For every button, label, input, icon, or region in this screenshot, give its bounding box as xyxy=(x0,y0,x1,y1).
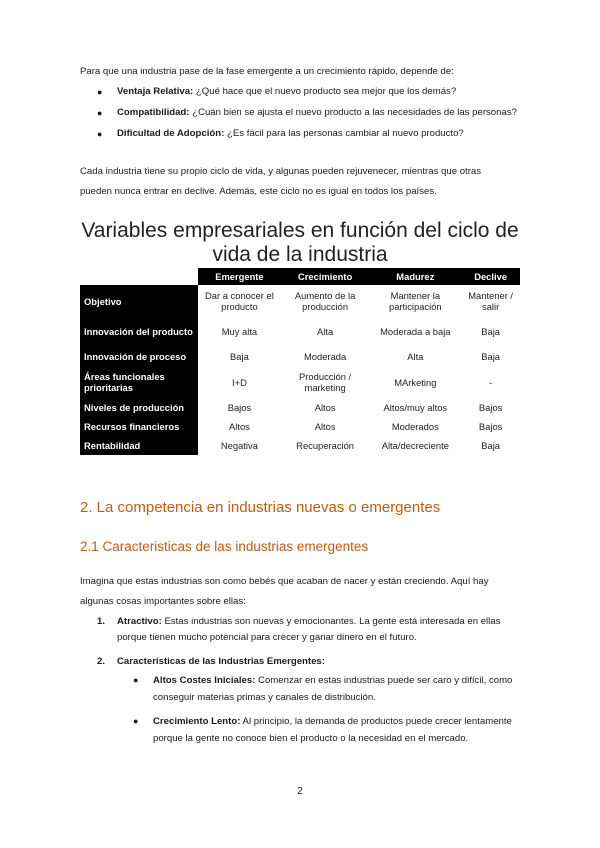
table-cell: MArketing xyxy=(369,367,461,397)
numbered-item xyxy=(97,614,500,646)
column-header: Crecimiento xyxy=(281,268,370,285)
item-text: porque tienen mucho potencial para crecer y ganar dinero en el futuro. xyxy=(117,632,417,643)
list-item xyxy=(133,672,512,706)
lifecycle-table xyxy=(80,268,520,455)
row-label: Innovación del producto xyxy=(80,317,198,345)
intro-lead: Para que una industria pase de la fase emergente a un crecimiento rápido, depende de: xyxy=(80,66,454,77)
paragraph-line: Cada industria tiene su propio ciclo de vida, y algunas pueden rejuvenecer, mientras que otras xyxy=(80,166,482,177)
table-cell: Moderada a baja xyxy=(369,317,461,345)
bullet-icon: ● xyxy=(97,129,103,139)
table-cell: Moderados xyxy=(369,417,461,436)
table-cell: Aumento de la producción xyxy=(281,285,370,317)
bullet-icon: ● xyxy=(133,716,139,726)
table-cell: Alta xyxy=(369,345,461,367)
bullet-text: ¿Cuán bien se ajusta el nuevo producto a las necesidades de las personas? xyxy=(189,107,517,118)
table-cell: Bajos xyxy=(461,397,520,417)
table-row xyxy=(80,436,520,455)
subsection-heading: 2.1 Caracteristicas de las industrias emergentes xyxy=(80,539,369,554)
table-cell: Muy alta xyxy=(198,317,281,345)
bullet-icon: ● xyxy=(133,675,139,685)
table-cell: Mantener la participación xyxy=(369,285,461,317)
bullet-term: Compatibilidad: xyxy=(117,107,190,118)
row-label: Innovación de proceso xyxy=(80,345,198,367)
numbered-item xyxy=(97,654,325,670)
list-item xyxy=(133,713,512,747)
item-term: Atractivo: xyxy=(117,616,162,627)
row-label: Niveles de producción xyxy=(80,397,198,417)
table-header-row xyxy=(80,268,520,285)
table-row xyxy=(80,345,520,367)
list-item xyxy=(97,105,517,121)
table-row xyxy=(80,317,520,345)
figure-title: Variables empresariales en función del ciclo de vida de la industria xyxy=(81,219,519,266)
list-item xyxy=(97,126,464,142)
table-cell: - xyxy=(461,367,520,397)
bullet-term: Dificultad de Adopción: xyxy=(117,128,225,139)
bullet-icon: ● xyxy=(97,108,103,118)
bullet-text: ¿Es fácil para las personas cambiar al nuevo producto? xyxy=(224,128,464,139)
table-row xyxy=(80,397,520,417)
table-cell: Altos xyxy=(281,417,370,436)
paragraph-line: Imagina que estas industrias son como bebés que acaban de nacer y están creciendo. Aquí hay xyxy=(80,576,489,587)
bullet-term: Ventaja Relativa: xyxy=(117,86,194,97)
row-label: Rentabilidad xyxy=(80,436,198,455)
table-corner xyxy=(80,268,198,285)
item-number: 2. xyxy=(97,656,106,667)
paragraph-line: pueden nunca entrar en declive. Además, este ciclo no es igual en todos los países. xyxy=(80,186,437,197)
table-cell: Mantener / salir xyxy=(461,285,520,317)
table-cell: Dar a conocer el producto xyxy=(198,285,281,317)
column-header: Emergente xyxy=(198,268,281,285)
table-cell: Altos xyxy=(198,417,281,436)
list-item xyxy=(97,84,456,100)
table-cell: Baja xyxy=(461,436,520,455)
table-cell: Moderada xyxy=(281,345,370,367)
table-row xyxy=(80,417,520,436)
item-number: 1. xyxy=(97,616,106,627)
table-row xyxy=(80,367,520,397)
bullet-text: Comenzar en estas industrias puede ser caro y difícil, como xyxy=(255,675,513,686)
table-cell: Recuperación xyxy=(281,436,370,455)
row-label: Recursos financieros xyxy=(80,417,198,436)
table-cell: Altos/muy altos xyxy=(369,397,461,417)
bullet-term: Crecimiento Lento: xyxy=(153,716,241,727)
lifecycle-figure xyxy=(80,219,520,459)
table-cell: Altos xyxy=(281,397,370,417)
table-cell: Bajos xyxy=(461,417,520,436)
table-cell: Baja xyxy=(461,345,520,367)
table-cell: Negativa xyxy=(198,436,281,455)
row-label: Objetivo xyxy=(80,285,198,317)
row-label: Áreas funcionales prioritarias xyxy=(80,367,198,397)
table-cell: Producción / marketing xyxy=(281,367,370,397)
column-header: Madurez xyxy=(369,268,461,285)
table-cell: I+D xyxy=(198,367,281,397)
bullet-icon: ● xyxy=(97,87,103,97)
item-text: Estas industrias son nuevas y emocionantes. La gente está interesada en ellas xyxy=(161,616,501,627)
table-cell: Alta xyxy=(281,317,370,345)
paragraph-line: algunas cosas importantes sobre ellas: xyxy=(80,596,246,607)
bullet-text: porque la gente no conoce bien el producto o la necesidad en el mercado. xyxy=(153,733,469,744)
table-cell: Alta/decreciente xyxy=(369,436,461,455)
section-heading: 2. La competencia en industrias nuevas o emergentes xyxy=(80,499,441,516)
table-cell: Baja xyxy=(461,317,520,345)
table-cell: Baja xyxy=(198,345,281,367)
bullet-text: conseguir materias primas y canales de distribución. xyxy=(153,692,376,703)
page-number: 2 xyxy=(297,786,303,797)
table-cell: Bajos xyxy=(198,397,281,417)
bullet-text: ¿Qué hace que el nuevo producto sea mejor que los demás? xyxy=(193,86,457,97)
bullet-term: Altos Costes Iniciales: xyxy=(153,675,256,686)
item-term: Características de las Industrias Emergentes: xyxy=(117,656,325,667)
column-header: Declive xyxy=(461,268,520,285)
table-row xyxy=(80,285,520,317)
bullet-text: Al principio, la demanda de productos puede crecer lentamente xyxy=(240,716,512,727)
